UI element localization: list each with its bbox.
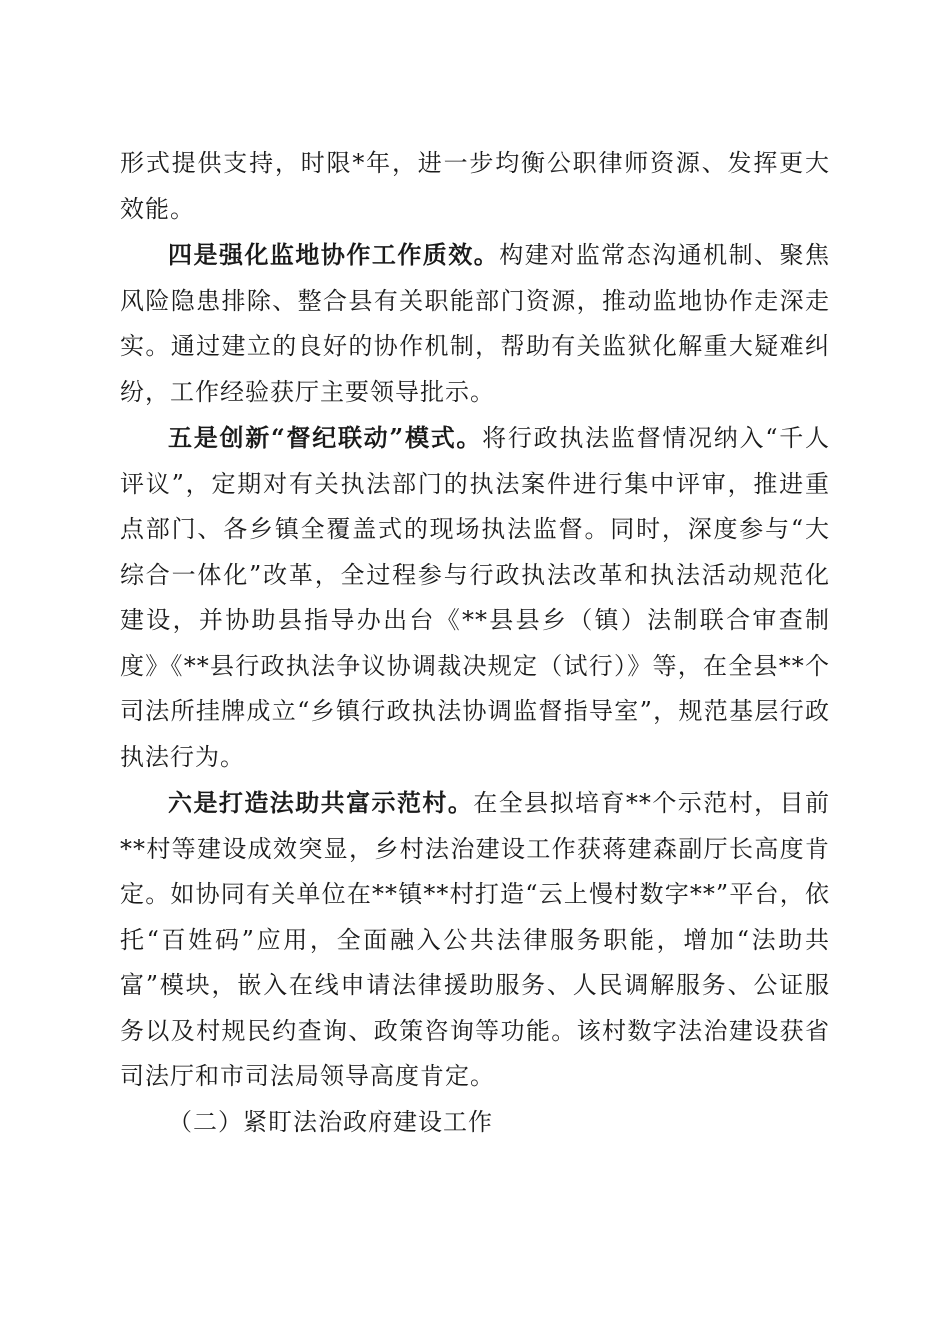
paragraph-lead: 六是打造法助共富示范村。 — [168, 788, 474, 817]
paragraph-text: 形式提供支持，时限*年，进一步均衡公职律师资源、发挥更大效能。 — [120, 149, 830, 223]
paragraph-lead: 四是强化监地协作工作质效。 — [168, 240, 500, 269]
document-body — [120, 140, 830, 1145]
paragraph-five — [120, 415, 830, 780]
paragraph-continuation — [120, 140, 830, 232]
section-subheading: （二）紧盯法治政府建设工作 — [168, 1107, 493, 1136]
paragraph-lead: 五是创新“督纪联动”模式。 — [168, 423, 483, 452]
paragraph-six — [120, 780, 830, 1100]
paragraph-text: 在全县拟培育**个示范村，目前**村等建设成效突显，乡村法治建设工作获蒋建森副厅长高度肯定。如协同有关单位在**镇**村打造“云上慢村数字**”平台，依托“百姓码”应用，全面融入公共法律服务职能，增加“法助共富”模块，嵌入在线申请法律援助服务、人民调解服务、公证服务以及村规民约查询、政策咨询等功能。该村数字法治建设获省司法厅和市司法局领导高度肯定。 — [120, 789, 831, 1090]
paragraph-four — [120, 232, 830, 415]
paragraph-text: 将行政执法监督情况纳入“千人评议”，定期对有关执法部门的执法案件进行集中评审，推进重点部门、各乡镇全覆盖式的现场执法监督。同时，深度参与“大综合一体化”改革，全过程参与行政执法改革和执法活动规范化建设，并协助县指导办出台《**县县乡（镇）法制联合审查制度》《**县行政执法争议协调裁决规定（试行）》等，在全县**个司法所挂牌成立“乡镇行政执法协调监督指导室”，规范基层行政执法行为。 — [120, 424, 830, 771]
paragraph-text: 构建对监常态沟通机制、聚焦风险隐患排除、整合县有关职能部门资源，推动监地协作走深走实。通过建立的良好的协作机制，帮助有关监狱化解重大疑难纠纷，工作经验获厅主要领导批示。 — [120, 241, 831, 406]
